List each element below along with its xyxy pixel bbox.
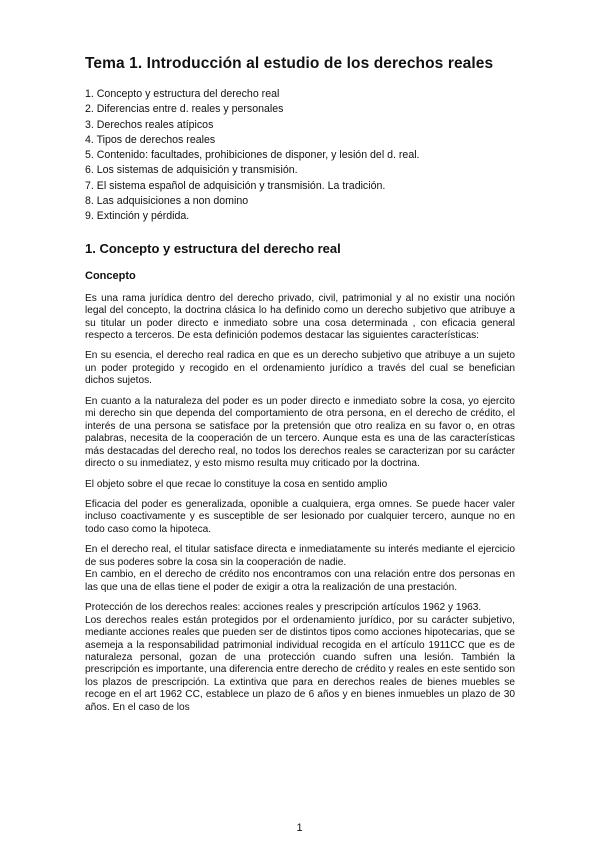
toc-item: 4. Tipos de derechos reales (85, 133, 216, 146)
document-page (85, 55, 515, 722)
table-of-contents (85, 87, 515, 225)
toc-item: 3. Derechos reales atípicos (85, 118, 214, 131)
paragraph: El objeto sobre el que recae lo constituye la cosa en sentido amplio (85, 478, 388, 490)
paragraph: En el derecho real, el titular satisface directa e inmediatamente su interés mediante el ejercicio de sus poderes sobre la cosa sin la cooperación de nadie. (85, 544, 515, 568)
paragraph: Protección de los derechos reales: acciones reales y prescripción artículos 1962 y 1963. (85, 602, 482, 614)
section-heading: 1. Concepto y estructura del derecho real (85, 240, 341, 256)
toc-item: 1. Concepto y estructura del derecho real (85, 88, 280, 100)
paragraph: Los derechos reales están protegidos por el ordenamiento jurídico, por su carácter subjetivo, mediante acciones reales que pueden ser de distintos tipos como acciones hipotecarias, que se asemeja a la responsabilidad patrimonial individual recogida en el artículo 1911CC que es de naturaleza personal, gozan de una protección cuando sufren una lesión. También la prescripción es importante, una diferencia entre derecho de crédito y reales en este sentido son los plazos de prescripción. La extintiva que para en derechos reales de bienes muebles se recoge en el art 1962 CC, establece un plazo de 6 años y en bienes inmuebles un plazo de 30 años. En el caso de los (85, 614, 516, 713)
toc-item: 6. Los sistemas de adquisición y transmisión. (85, 164, 298, 177)
paragraph: Eficacia del poder es generalizada, oponible a cualquiera, erga omnes. Se puede hacer valer incluso coactivamente y es susceptible de ser lesionado por cualquier tercero, aunque no en todo caso como la hipoteca. (85, 499, 515, 535)
paragraph: En cuanto a la naturaleza del poder es un poder directo e inmediato sobre la cosa, yo ejercito mi derecho sin que dependa del comportamiento de otra persona, en el derecho de crédito, el interés de una persona se satisface por la pretensión que otro realiza en su favor o, en otras palabras, necesita de la cooperación de un tercero. Aunque esta es una de las características más destacadas del derecho real, no todos los derechos reales se caracterizan por su carácter directo o su inmediatez, y esto mismo resulta muy criticado por la doctrina. (85, 395, 515, 470)
toc-item: 5. Contenido: facultades, prohibiciones de disponer, y lesión del d. real. (85, 149, 420, 162)
paragraph: En su esencia, el derecho real radica en que es un derecho subjetivo que atribuye a un sujeto un poder protegido y recogido en el ordenamiento jurídico a través del cual se benefician dichos sujetos. (85, 350, 515, 387)
paragraph: En cambio, en el derecho de crédito nos encontramos con una relación entre dos personas en las que una de ellas tiene el poder de exigir a otra la realización de una prestación. (85, 569, 515, 593)
page-number: 1 (296, 822, 303, 834)
document-title: Tema 1. Introducción al estudio de los derechos reales (85, 55, 494, 72)
toc-item: 2. Diferencias entre d. reales y personales (85, 103, 284, 116)
toc-item: 9. Extinción y pérdida. (85, 210, 190, 223)
subheading: Concepto (85, 269, 136, 282)
toc-item: 7. El sistema español de adquisición y transmisión. La tradición. (85, 179, 386, 192)
toc-item: 8. Las adquisiciones a non domino (85, 195, 249, 208)
paragraph: Es una rama jurídica dentro del derecho privado, civil, patrimonial y al no existir una noción legal del concepto, la doctrina clásica lo ha definido como un derecho subjetivo que atribuye a su titular un poder directo e inmediato sobre una cosa determinada , con eficacia general respecto a terceros. De esta definición podemos destacar las siguientes características: (85, 292, 515, 342)
